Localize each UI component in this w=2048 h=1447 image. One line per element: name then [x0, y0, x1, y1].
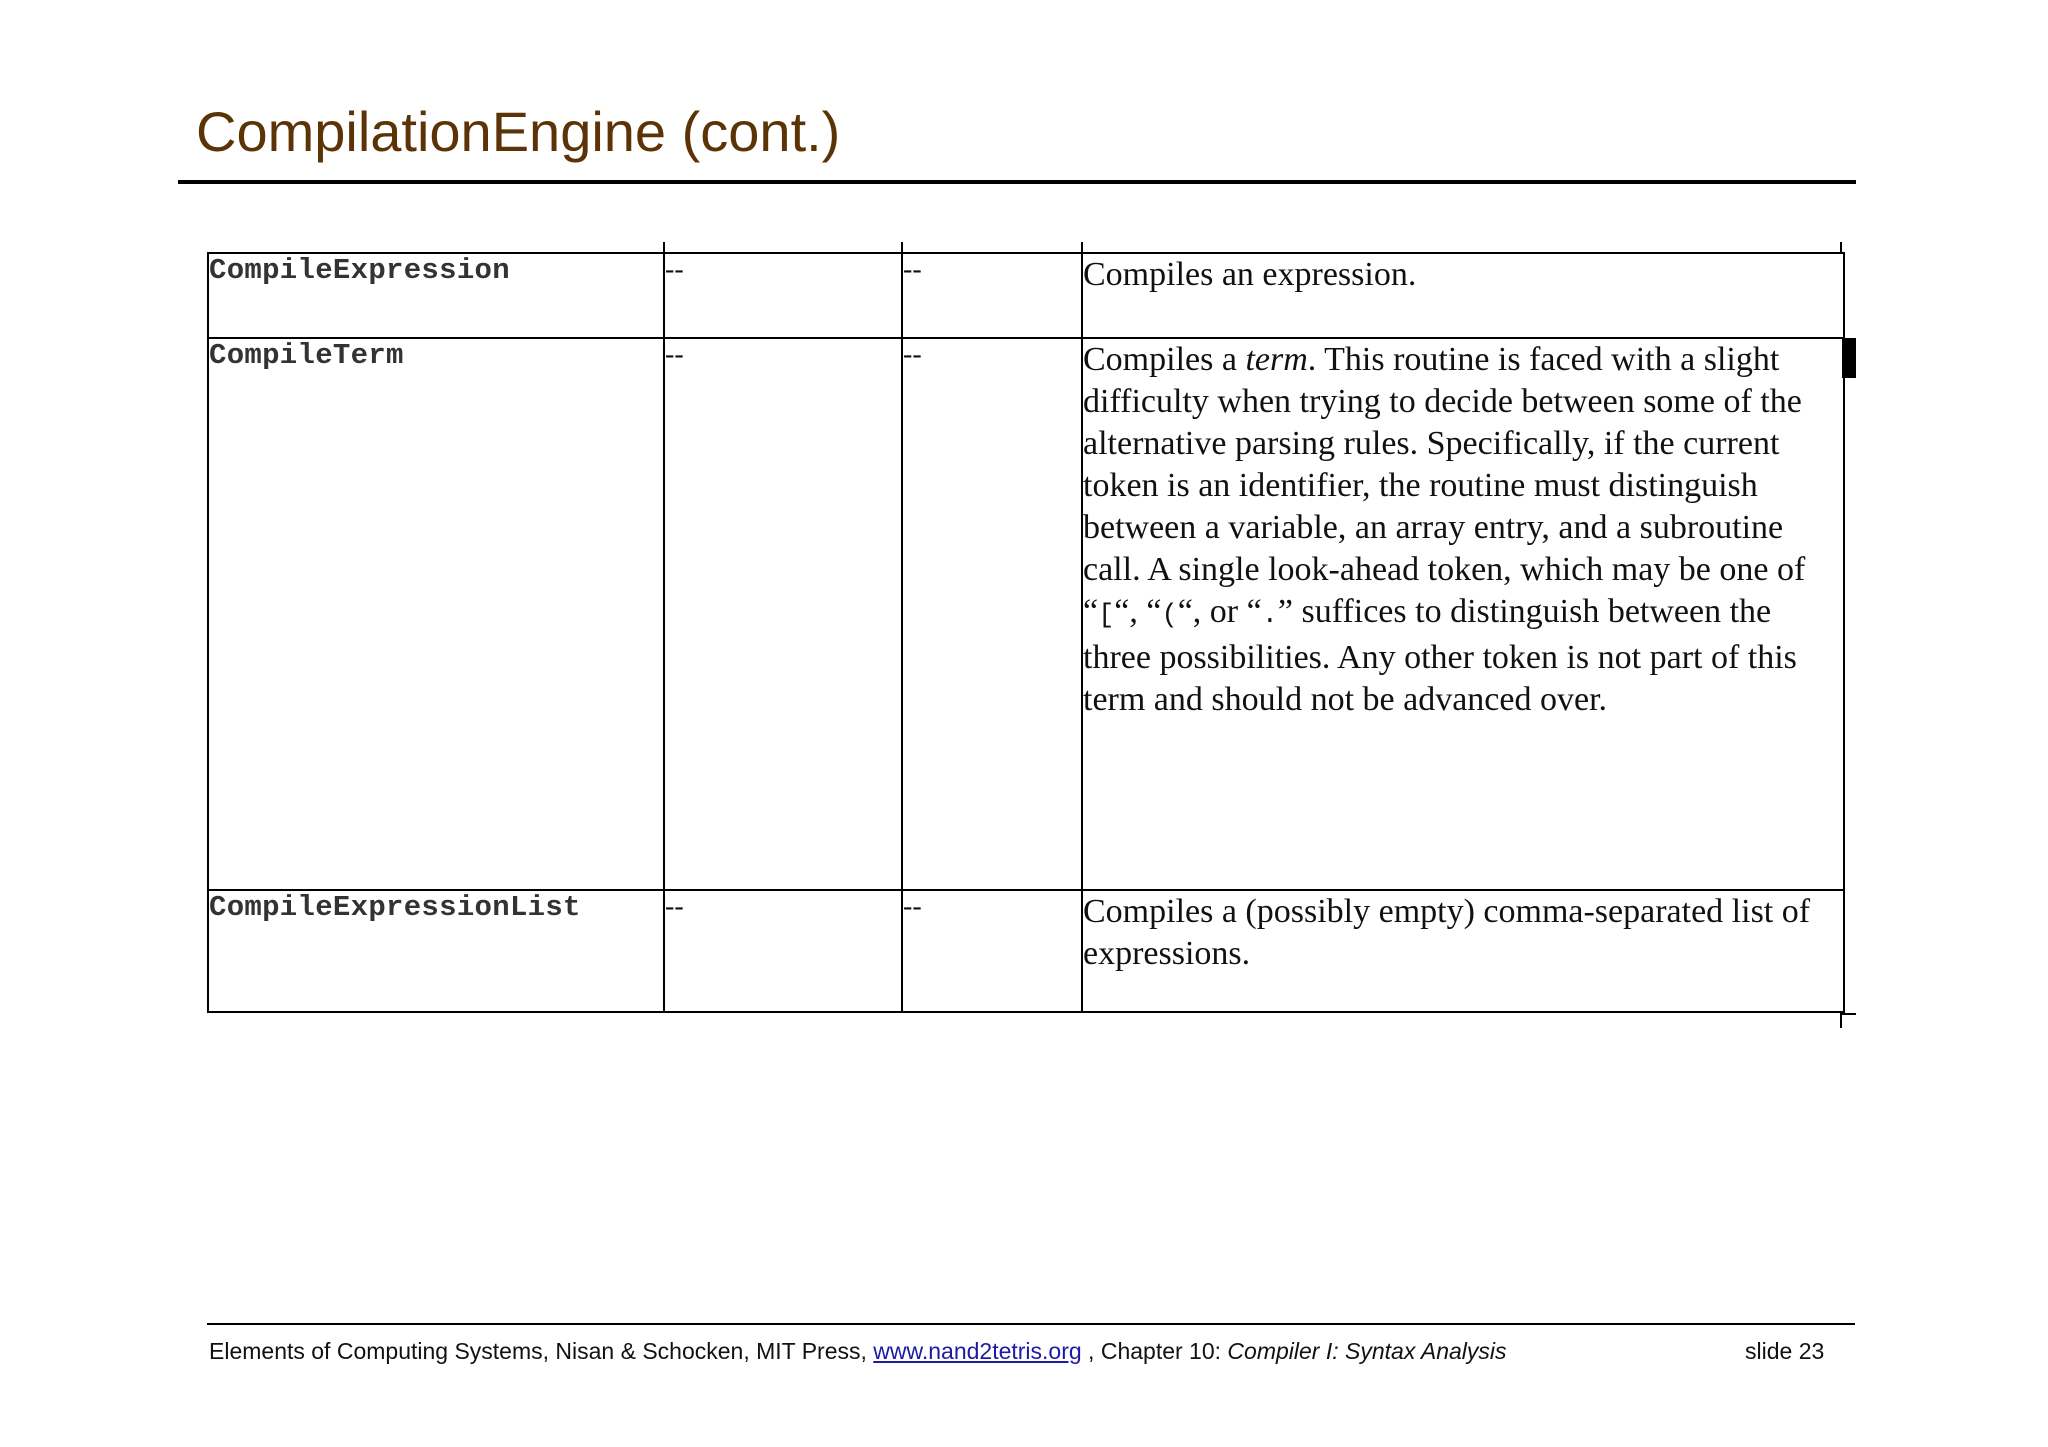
desc-text: . This routine is faced with a slight difficulty when trying to decide between some of the alternative parsing rules. Specifically, if the current token is an identifier, the routine must distinguish between a variable, an array entry, and a subroutine call. A single look-ahead token, which may be one of “	[1083, 341, 1806, 630]
paren-symbol: (	[1161, 601, 1178, 631]
footer-chapter-prefix: , Chapter 10:	[1081, 1338, 1228, 1364]
footer-source: Elements of Computing Systems, Nisan & Schocken, MIT Press,	[209, 1338, 874, 1364]
api-table	[207, 252, 1845, 1013]
routine-returns: --	[902, 890, 1082, 1012]
routine-returns: --	[902, 253, 1082, 338]
routine-description	[1082, 338, 1844, 890]
table-row	[208, 253, 1844, 338]
dot-symbol: .	[1261, 601, 1278, 631]
footer-citation	[209, 1338, 1507, 1365]
term-emphasis: term	[1245, 341, 1308, 378]
desc-text: “, or “	[1177, 593, 1262, 630]
api-table-frame	[207, 242, 1857, 1028]
bracket-symbol: [	[1098, 601, 1115, 631]
desc-text: ” suffices to distinguish between the three possibilities. Any other token is not part of this term and should not be advanced over.	[1083, 593, 1797, 718]
chapter-title: Compiler I: Syntax Analysis	[1227, 1338, 1507, 1364]
slide-title: CompilationEngine (cont.)	[196, 100, 841, 163]
footer-divider	[207, 1323, 1855, 1325]
routine-description: Compiles an expression.	[1082, 253, 1844, 338]
routine-args: --	[664, 890, 902, 1012]
desc-text: “, “	[1114, 593, 1162, 630]
routine-returns: --	[902, 338, 1082, 890]
routine-args: --	[664, 338, 902, 890]
desc-text: Compiles a	[1083, 341, 1246, 378]
website-link[interactable]: www.nand2tetris.org	[873, 1338, 1082, 1364]
margin-marker	[1842, 338, 1856, 378]
routine-args: --	[664, 253, 902, 338]
routine-name: CompileExpressionList	[208, 890, 664, 1012]
table-row	[208, 890, 1844, 1012]
table-stub-line	[1840, 1013, 1856, 1015]
title-divider	[178, 180, 1856, 184]
table-row	[208, 338, 1844, 890]
routine-description: Compiles a (possibly empty) comma-separated list of expressions.	[1082, 890, 1844, 1012]
slide-number: slide 23	[1745, 1338, 1825, 1364]
routine-name: CompileTerm	[208, 338, 664, 890]
routine-name: CompileExpression	[208, 253, 664, 338]
